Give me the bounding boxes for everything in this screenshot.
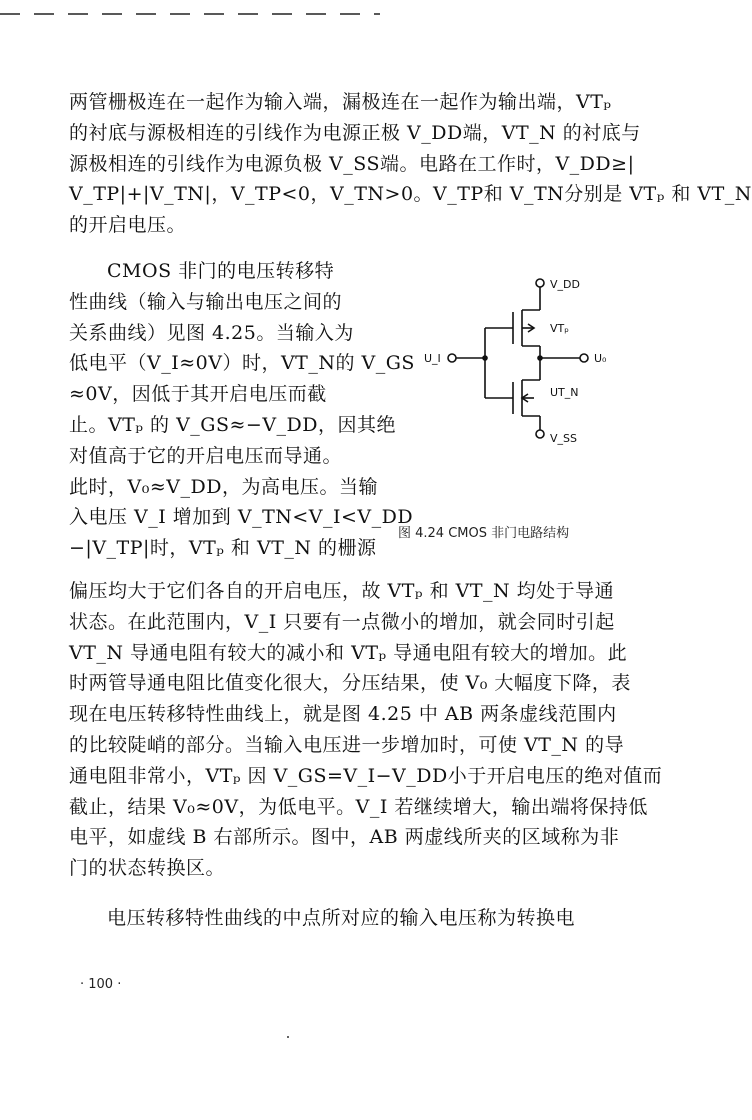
text-line: 性曲线（输入与输出电压之间的	[69, 290, 343, 313]
text-line: 状态。在此范围内，V_I 只要有一点微小的增加，就会同时引起	[69, 610, 615, 633]
text-line: ≈0V，因低于其开启电压而截	[69, 383, 327, 406]
text-line: CMOS 非门的电压转移特	[107, 260, 335, 282]
text-line: 通电阻非常小，VTₚ 因 V_GS=V_I−V_DD小于开启电压的绝对值而	[69, 764, 663, 787]
text-line: 截止，结果 V₀≈0V，为低电平。V_I 若继续增大，输出端将保持低	[69, 795, 648, 818]
vtn-label: UT_N	[550, 386, 579, 399]
text-line: 此时，V₀≈V_DD，为高电压。当输	[69, 475, 378, 498]
output-terminal	[580, 354, 588, 362]
vdd-terminal	[536, 279, 544, 287]
paragraph-1	[69, 87, 752, 241]
vdd-label: V_DD	[550, 278, 580, 291]
text-line: 时两管导通电阻比值变化很大，分压结果，使 V₀ 大幅度下降，表	[69, 672, 631, 695]
vtp-label: VTₚ	[550, 322, 569, 335]
text-line: 的衬底与源极相连的引线作为电源正极 V_DD端，VT_N 的衬底与	[69, 121, 641, 144]
paragraph-3	[69, 576, 663, 884]
top-dashed-border	[0, 0, 738, 40]
paragraph-4	[69, 903, 643, 934]
text-line: −|V_TP|时，VTₚ 和 VT_N 的栅源	[69, 537, 377, 560]
text-line: 低电平（V_I≈0V）时，VT_N的 V_GS	[69, 352, 415, 375]
page-number: · 100 ·	[80, 977, 122, 992]
text-line: 的开启电压。	[69, 214, 187, 237]
paragraph-2	[69, 256, 415, 564]
figure-caption: 图 4.24 CMOS 非门电路结构	[398, 526, 570, 541]
text-line: 入电压 V_I 增加到 V_TN<V_I<V_DD	[69, 506, 414, 529]
scan-speck	[287, 1036, 289, 1038]
text-line: 源极相连的引线作为电源负极 V_SS端。电路在工作时，V_DD≥|	[69, 152, 635, 175]
text-line: 两管栅极连在一起作为输入端，漏极连在一起作为输出端，VTₚ	[69, 91, 612, 113]
text-line: 电压转移特性曲线的中点所对应的输入电压称为转换电	[107, 907, 576, 929]
ui-label: U_I	[424, 352, 441, 365]
text-line: 止。VTₚ 的 V_GS≈−V_DD，因其绝	[69, 413, 397, 436]
vss-label: V_SS	[550, 432, 577, 445]
vss-terminal	[536, 430, 544, 438]
text-line: 关系曲线）见图 4.25。当输入为	[69, 321, 354, 344]
text-line: VT_N 导通电阻有较大的减小和 VTₚ 导通电阻有较大的增加。此	[69, 641, 628, 664]
input-terminal	[448, 354, 456, 362]
text-line: 电平，如虚线 B 右部所示。图中，AB 两虚线所夹的区域称为非	[69, 826, 620, 849]
text-line: 门的状态转换区。	[69, 857, 226, 880]
cmos-inverter-circuit	[400, 270, 650, 460]
text-line: 偏压均大于它们各自的开启电压，故 VTₚ 和 VT_N 均处于导通	[69, 580, 615, 602]
text-line: V_TP|+|V_TN|，V_TP<0，V_TN>0。V_TP和 V_TN分别是 VTₚ 和 VT_N	[69, 183, 752, 206]
text-line: 现在电压转移特性曲线上，就是图 4.25 中 AB 两条虚线范围内	[69, 703, 617, 726]
text-line: 的比较陡峭的部分。当输入电压进一步增加时，可使 VT_N 的导	[69, 733, 625, 756]
uo-label: U₀	[594, 352, 607, 365]
text-line: 对值高于它的开启电压而导通。	[69, 444, 343, 467]
